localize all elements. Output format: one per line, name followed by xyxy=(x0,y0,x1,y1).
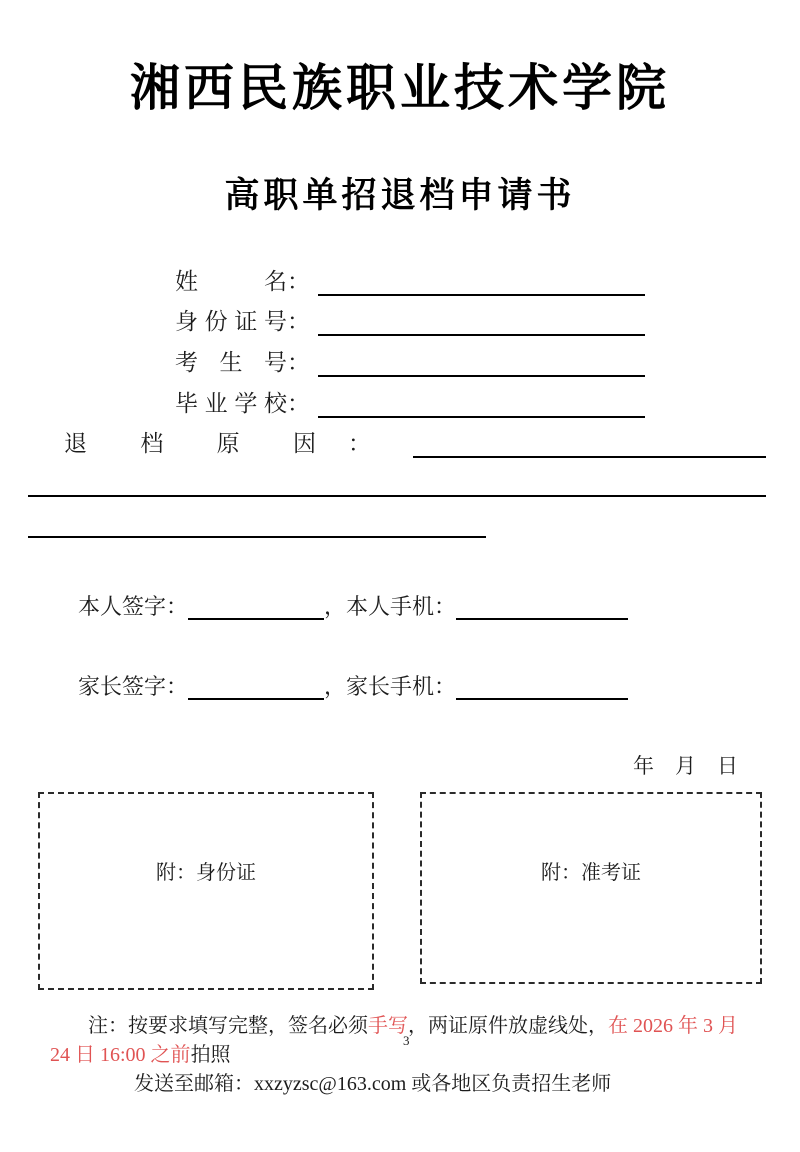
note-line-1 xyxy=(50,1012,750,1041)
note-line1-red-deadline: 在 2026 年 3 月 xyxy=(608,1015,738,1037)
id-number-colon: ： xyxy=(287,309,310,335)
self-phone-label: ，本人手机： xyxy=(324,593,457,619)
graduation-school-field-row xyxy=(175,388,645,418)
candidate-number-blank-line xyxy=(318,349,645,377)
candidate-number-field-row xyxy=(175,347,645,377)
date-line: 年 月 日 xyxy=(633,754,738,778)
admission-ticket-attachment-box xyxy=(420,792,762,984)
self-phone-blank-line xyxy=(456,594,628,620)
id-card-attachment-box xyxy=(38,792,374,990)
id-number-field-row xyxy=(175,306,645,336)
name-colon: ： xyxy=(287,269,310,295)
parent-phone-blank-line xyxy=(456,674,628,700)
candidate-number-label: 考生号 xyxy=(175,350,287,376)
name-blank-line xyxy=(318,268,645,296)
note-line-3-email: 发送至邮箱：xxzyzsc@163.com 或各地区负责招生老师 xyxy=(134,1073,612,1095)
parent-signature-label: 家长签字： xyxy=(78,673,189,699)
id-card-attachment-label: 附：身份证 xyxy=(156,862,256,884)
note-line1-red-handwrite: 手写 xyxy=(368,1015,408,1037)
withdrawal-reason-label: 退档原因 xyxy=(64,431,316,457)
admission-ticket-attachment-label: 附：准考证 xyxy=(541,862,641,884)
parent-phone-label: ，家长手机： xyxy=(324,673,457,699)
self-signature-row xyxy=(78,592,628,620)
graduation-school-label: 毕业学校 xyxy=(175,391,287,417)
withdrawal-reason-blank-line-1 xyxy=(413,432,766,458)
withdrawal-reason-blank-line-3 xyxy=(28,511,486,538)
note-line-2 xyxy=(50,1041,750,1070)
note-line1-black2: ，两证原件放虚线处， xyxy=(408,1015,608,1037)
withdrawal-reason-blank-line-2 xyxy=(28,470,766,497)
page-number: 3 xyxy=(403,1033,410,1048)
graduation-school-blank-line xyxy=(318,390,645,418)
self-signature-blank-line xyxy=(188,594,324,620)
withdrawal-reason-colon: ： xyxy=(348,431,371,457)
name-field-row xyxy=(175,266,645,296)
name-label: 姓名 xyxy=(175,269,287,295)
id-number-blank-line xyxy=(318,308,645,336)
parent-signature-blank-line xyxy=(188,674,324,700)
note-line1-black1: 注：按要求填写完整，签名必须 xyxy=(88,1015,368,1037)
note-line2-red-deadline: 24 日 16:00 之前 xyxy=(50,1044,191,1066)
note-line2-black-photo: 拍照 xyxy=(190,1044,231,1066)
withdrawal-reason-row xyxy=(64,430,766,458)
note-paragraph xyxy=(50,1012,750,1099)
school-name-title: 湘西民族职业技术学院 xyxy=(130,58,670,117)
id-number-label: 身份证号 xyxy=(175,309,287,335)
form-title: 高职单招退档申请书 xyxy=(224,176,576,215)
candidate-number-colon: ： xyxy=(287,350,310,376)
parent-signature-row xyxy=(78,672,628,700)
graduation-school-colon: ： xyxy=(287,391,310,417)
self-signature-label: 本人签字： xyxy=(78,593,189,619)
